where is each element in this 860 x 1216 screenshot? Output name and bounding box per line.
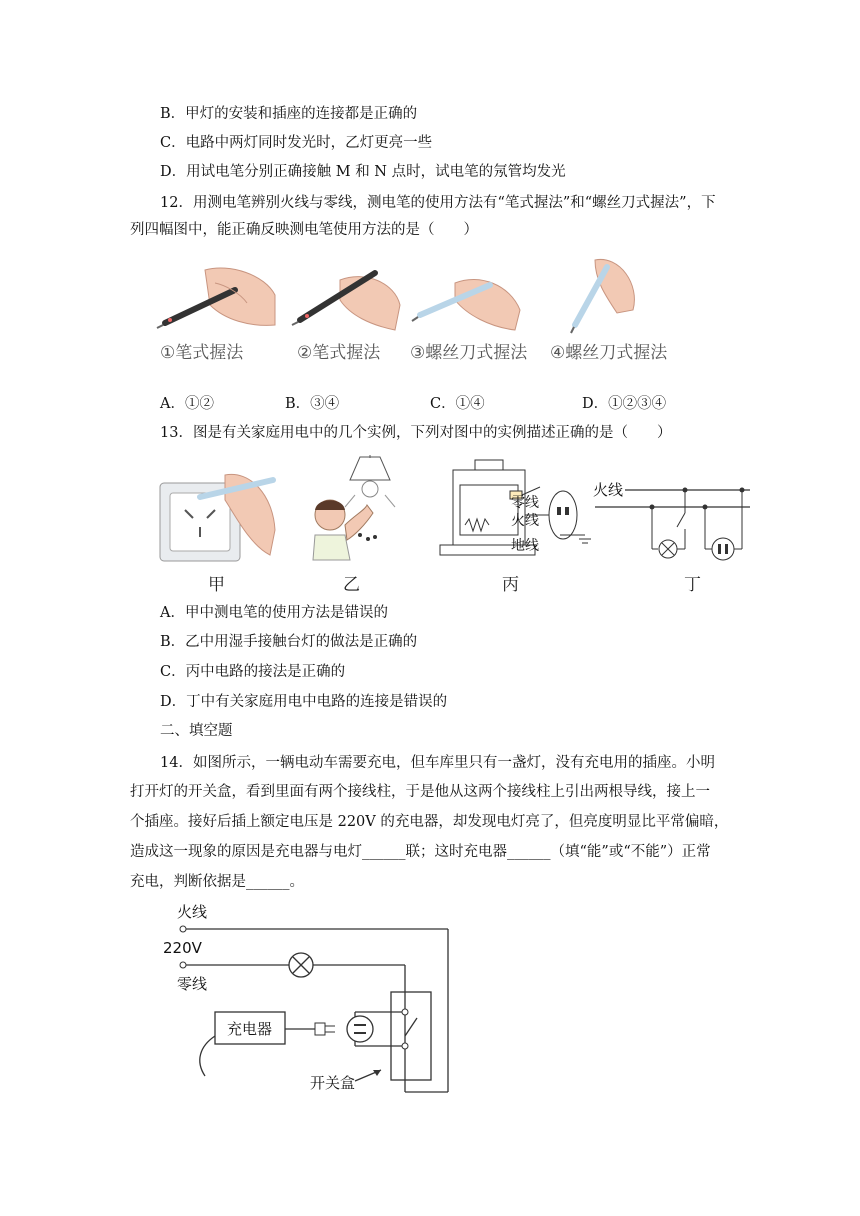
caption-jia: 甲 <box>208 575 225 595</box>
caption-ding: 丁 <box>684 575 701 595</box>
q13-option-a: A．甲中测电笔的使用方法是错误的 <box>160 605 388 621</box>
q14-line3: 个插座。接好后插上额定电压是 220V 的充电器，却发现电灯亮了，但亮度明显比平常偏暗， <box>130 814 729 830</box>
q12-option-c: C．①④ <box>430 396 485 412</box>
q13-captions <box>160 570 760 594</box>
q13-stem: 13．图是有关家庭用电中的几个实例，下列对图中的实例描述正确的是（ ） <box>160 425 672 441</box>
ding-label-live: 火线 <box>593 481 624 499</box>
caption-2: ②笔式握法 <box>297 343 381 363</box>
bing-label-live: 火线 <box>511 513 539 529</box>
boy-touching-lamp-image <box>313 455 395 560</box>
q12-options <box>160 394 720 414</box>
q11-option-c: C．电路中两灯同时发光时，乙灯更亮一些 <box>160 135 433 151</box>
caption-3: ③螺丝刀式握法 <box>410 343 528 363</box>
bing-label-ground: 地线 <box>511 538 539 554</box>
q13-option-b: B．乙中用湿手接触台灯的做法是正确的 <box>160 634 418 650</box>
caption-1: ①笔式握法 <box>160 343 244 363</box>
q12-option-b: B．③④ <box>285 396 340 412</box>
label-neutral: 零线 <box>177 975 208 993</box>
pen-grip-4-image <box>571 259 634 333</box>
appliance-wiring-image <box>440 460 591 555</box>
q12-captions <box>160 338 700 364</box>
q14-line4: 造成这一现象的原因是充电器与电灯______联；这时充电器______（填“能”或“不能”）正常 <box>130 844 711 860</box>
pen-grip-2-image <box>292 273 400 330</box>
q11-option-b: B．甲灯的安装和插座的连接都是正确的 <box>160 106 418 122</box>
label-live: 火线 <box>177 903 208 921</box>
q14-line1: 14．如图所示，一辆电动车需要充电，但车库里只有一盏灯，没有充电用的插座。小明 <box>160 755 715 771</box>
q14-circuit-figure <box>155 896 465 1096</box>
switch-box <box>391 992 431 1080</box>
q12-option-a: A．①② <box>160 396 214 412</box>
bing-label-neutral: 零线 <box>511 495 539 511</box>
pen-grip-3-image <box>412 279 520 330</box>
label-charger: 充电器 <box>227 1020 273 1038</box>
pen-grip-1-image <box>157 268 275 328</box>
caption-yi: 乙 <box>343 575 360 595</box>
q11-option-d: D．用试电笔分别正确接触 M 和 N 点时，试电笔的氖管均发光 <box>160 164 566 180</box>
q12-stem-line2: 列四幅图中，能正确反映测电笔使用方法的是（ ） <box>130 222 478 238</box>
household-circuit-image <box>593 481 750 560</box>
socket-with-tester-image <box>160 474 275 561</box>
q13-option-c: C．丙中电路的接法是正确的 <box>160 664 346 680</box>
q12-stem-line1: 12．用测电笔辨别火线与零线，测电笔的使用方法有“笔式握法”和“螺丝刀式握法”，下 <box>160 195 716 211</box>
label-switch-box: 开关盒 <box>310 1074 356 1092</box>
section-title-fill-in: 二、填空题 <box>160 723 233 739</box>
caption-bing: 丙 <box>502 575 519 595</box>
socket-symbol <box>347 1016 373 1042</box>
q14-circuit-diagram <box>155 896 465 1096</box>
q14-line5: 充电，判断依据是______。 <box>130 874 304 890</box>
label-220v: 220V <box>163 939 202 957</box>
q13-option-d: D．丁中有关家庭用电中电路的连接是错误的 <box>160 694 448 710</box>
caption-4: ④螺丝刀式握法 <box>550 343 668 363</box>
q12-option-d: D．①②③④ <box>582 396 667 412</box>
q14-line2: 打开灯的开关盒，看到里面有两个接线柱，于是他从这两个接线柱上引出两根导线，接上一 <box>130 784 710 800</box>
